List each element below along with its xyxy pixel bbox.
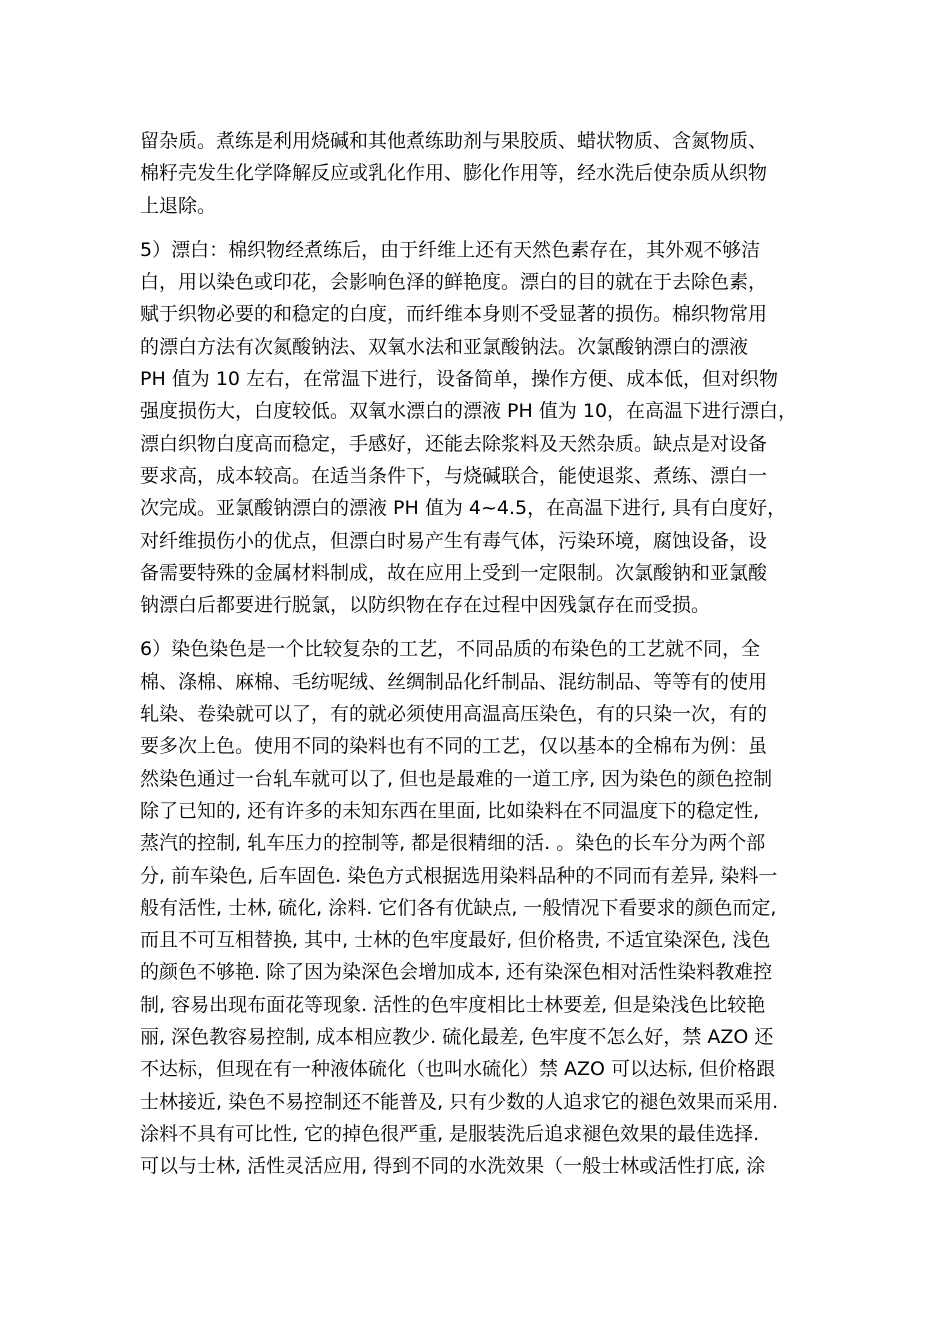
text-line: 5）漂白：棉织物经煮练后，由于纤维上还有天然色素存在，其外观不够洁 — [140, 238, 761, 261]
text-line: 漂白织物白度高而稳定，手感好，还能去除浆料及天然杂质。缺点是对设备 — [140, 432, 768, 455]
text-line: 制, 容易出现布面花等现象. 活性的色牢度相比士林要差, 但是染浅色比较艳 — [140, 993, 766, 1016]
text-line: 棉籽壳发生化学降解反应或乳化作用、膨化作用等，经水洗后使杂质从织物 — [140, 162, 768, 185]
text-line: 白，用以染色或印花，会影响色泽的鲜艳度。漂白的目的就在于去除色素， — [140, 271, 768, 294]
text-line: 留杂质。煮练是利用烧碱和其他煮练助剂与果胶质、蜡状物质、含氮物质、 — [140, 130, 768, 152]
text-line: 次完成。亚氯酸钠漂白的漂液 PH 值为 4~4.5，在高温下进行, 具有白度好， — [140, 497, 787, 520]
text-line: 士林接近, 染色不易控制还不能普及, 只有少数的人追求它的褪色效果而采用. — [140, 1090, 779, 1113]
text-line: 要求高，成本较高。在适当条件下，与烧碱联合，能使退浆、煮练、漂白一 — [140, 464, 768, 487]
text-line: 除了已知的, 还有许多的未知东西在里面, 比如染料在不同温度下的稳定性, — [140, 799, 760, 822]
text-line: 的颜色不够艳. 除了因为染深色会增加成本, 还有染深色相对活性染料教难控 — [140, 961, 773, 984]
text-line: 强度损伤大，白度较低。双氧水漂白的漂液 PH 值为 10，在高温下进行漂白， — [140, 400, 798, 423]
text-line: 涂料不具有可比性, 它的掉色很严重, 是服装洗后追求褪色效果的最佳选择. — [140, 1122, 760, 1145]
text-line: 然染色通过一台轧车就可以了, 但也是最难的一道工序, 因为染色的颜色控制 — [140, 767, 773, 790]
text-line: 的漂白方法有次氮酸钠法、双氧水法和亚氯酸钠法。次氯酸钠漂白的漂液 — [140, 335, 749, 358]
text-line: 备需要特殊的金属材料制成，故在应用上受到一定限制。次氯酸钠和亚氯酸 — [140, 561, 768, 584]
text-line: 对纤维损伤小的优点，但漂白时易产生有毒气体，污染环境，腐蚀设备，设 — [140, 529, 768, 552]
paragraph-dyeing — [140, 633, 816, 1182]
text-line: 轧染、卷染就可以了，有的就必须使用高温高压染色，有的只染一次，有的 — [140, 703, 768, 726]
text-line: 而且不可互相替换, 其中, 士林的色牢度最好, 但价格贵, 不适宜染深色, 浅色 — [140, 929, 771, 952]
text-line: 6）染色染色是一个比较复杂的工艺，不同品质的布染色的工艺就不同，全 — [140, 638, 761, 661]
text-line: 要多次上色。使用不同的染料也有不同的工艺，仅以基本的全棉布为例：虽 — [140, 735, 768, 758]
paragraph-bleaching — [140, 234, 816, 622]
text-line: PH 值为 10 左右，在常温下进行，设备简单，操作方便、成本低，但对织物 — [140, 368, 779, 391]
text-line: 赋于织物必要的和稳定的白度，而纤维本身则不受显著的损伤。棉织物常用 — [140, 303, 768, 326]
document-page — [140, 125, 816, 1183]
text-line: 棉、涤棉、麻棉、毛纺呢绒、丝绸制品化纤制品、混纺制品、等等有的使用 — [140, 670, 768, 693]
text-line: 可以与士林, 活性灵活应用, 得到不同的水洗效果（一般士林或活性打底, 涂 — [140, 1155, 766, 1178]
text-line: 蒸汽的控制, 轧车压力的控制等, 都是很精细的活. 。染色的长车分为两个部 — [140, 832, 766, 855]
text-line: 钠漂白后都要进行脱氯，以防织物在存在过程中因残氯存在而受损。 — [140, 594, 711, 617]
paragraph-scouring-end — [140, 125, 816, 222]
text-line: 分, 前车染色, 后车固色. 染色方式根据选用染料品种的不同而有差异, 染料一 — [140, 864, 778, 887]
text-line: 般有活性, 士林, 硫化, 涂料. 它们各有优缺点, 一般情况下看要求的颜色而定, — [140, 896, 777, 919]
text-line: 丽, 深色教容易控制, 成本相应教少. 硫化最差, 色牢度不怎么好，禁 AZO 还 — [140, 1026, 774, 1049]
text-line: 上退除。 — [140, 194, 217, 217]
text-line: 不达标，但现在有一种液体硫化（也叫水硫化）禁 AZO 可以达标, 但价格跟 — [140, 1058, 776, 1081]
